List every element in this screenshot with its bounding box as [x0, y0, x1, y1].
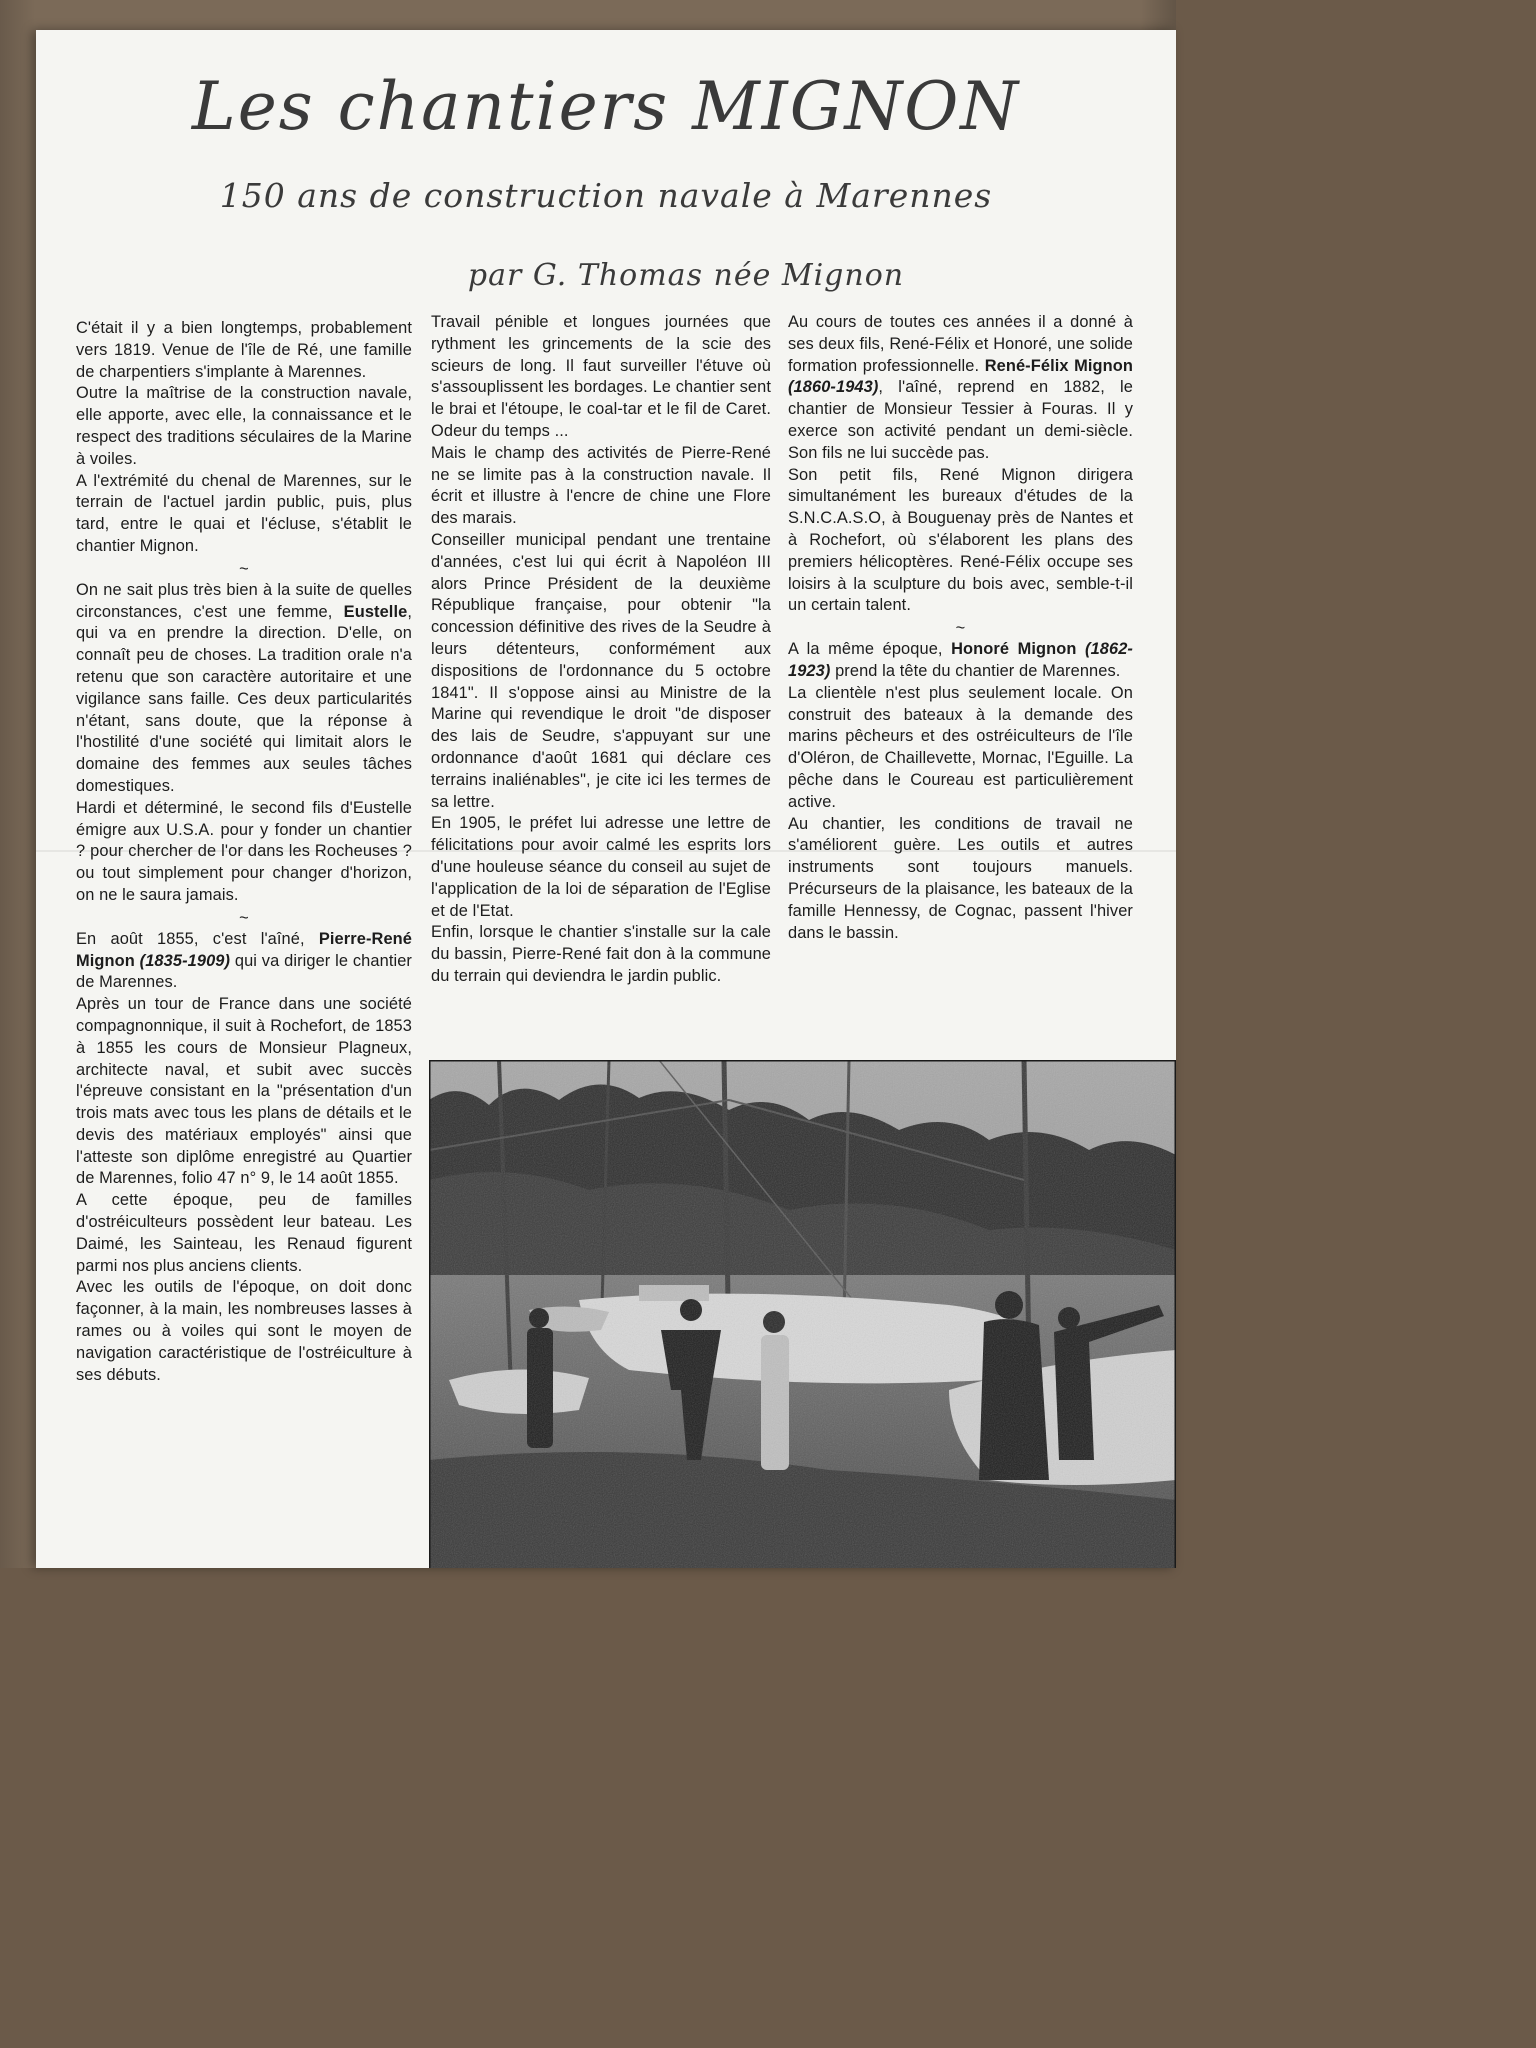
- paragraph: Avec les outils de l'époque, on doit donc façonner, à la main, les nombreuses lasses à rames ou à voiles qui sont le moyen de navigation caractéristique de l'ostréiculture à ses débuts.: [76, 1278, 412, 1384]
- name-rene-felix: René-Félix Mignon: [984, 356, 1133, 375]
- photo-grain-overlay: [429, 1060, 1176, 1568]
- article-title: Les chantiers MIGNON: [191, 68, 1021, 145]
- text-span: Au cours de toutes ces années il a donné à ses deux fils, René-Félix et Honoré, une solide formation professionnelle.: [788, 313, 1133, 375]
- article-subtitle: 150 ans de construction navale à Marennes: [219, 176, 993, 215]
- paragraph: Enfin, lorsque le chantier s'installe sur la cale du bassin, Pierre-René fait don à la commune du terrain qui deviendra le jardin public.: [431, 923, 771, 985]
- paragraph: La clientèle n'est plus seulement locale. On construit des bateaux à la demande des marins pêcheurs et des ostréiculteurs de l'île d'Oléron, de Chaillevette, Mornac, l'Eguille. La pêche dans le Coureau est particulièrement active.: [788, 683, 1133, 811]
- section-separator: ~: [239, 559, 249, 578]
- text-span: A la même époque,: [788, 640, 952, 659]
- name-honore: Honoré Mignon: [951, 640, 1077, 659]
- paragraph: Hardi et déterminé, le second fils d'Eustelle émigre aux U.S.A. pour y fonder un chantier ? pour chercher de l'or dans les Rocheuses ? ou tout simplement pour changer d'horizon, on ne le saura jamais.: [76, 798, 412, 904]
- section-separator: ~: [955, 619, 966, 638]
- paragraph: Conseiller municipal pendant une trentaine d'années, c'est lui qui écrit à Napoléon III alors Prince Président de la deuxième République française, pour obtenir "la concession définitive des rives de la Seudre à leurs détenteurs, conformément aux dispositions de l'ordonnance du 5 octobre 1841". Il s'oppose ainsi au Ministre de la Marine qui revendique le droit "de disposer des lais de Seudre, s'appuyant sur une ordonnance d'août 1681 qui déclare ces terrains inaliénables", je cite ici les termes de sa lettre.: [431, 530, 771, 811]
- paragraph: Après un tour de France dans une société compagnonnique, il suit à Rochefort, de 1853 à 1855 les cours de Monsieur Plagneux, architecte naval, et subit avec succès l'épreuve consistant en la "présentation d'un trois mats avec tous les plans de détails et le devis des matériaux employés" ainsi que l'atteste son diplôme enregistré au Quartier de Marennes, folio 47 n° 9, le 14 août 1855.: [76, 995, 412, 1188]
- paragraph: Travail pénible et longues journées que rythment les grincements de la scie des scieurs de long. Il faut surveiller l'étuve où s'assouplissent les bordages. Le chantier sent le brai et l'étoupe, le coal-tar et le fil de Caret. Odeur du temps ...: [431, 313, 771, 440]
- paragraph: A cette époque, peu de familles d'ostréiculteurs possèdent leur bateau. Les Daimé, les Sainteau, les Renaud figurent parmi nos plus anciens clients.: [76, 1191, 412, 1275]
- text-column-1: [76, 318, 412, 1386]
- paragraph: Mais le champ des activités de Pierre-René ne se limite pas à la construction navale. Il écrit et illustre à l'encre de chine une Flore des marais.: [431, 443, 771, 528]
- dates-pierre-rene: (1835-1909): [139, 951, 231, 970]
- dates-rene-felix: (1860-1943): [788, 378, 879, 397]
- text-span: prend la tête du chantier de Marennes.: [830, 661, 1121, 680]
- paragraph: [76, 580, 412, 798]
- paragraph: Outre la maîtrise de la construction navale, elle apporte, avec elle, la connaissance et le respect des traditions séculaires de la Marine à voiles.: [76, 384, 412, 468]
- paragraph: [76, 929, 412, 994]
- newspaper-sheet: [36, 30, 1176, 1568]
- paragraph: A l'extrémité du chenal de Marennes, sur le terrain de l'actuel jardin public, puis, plus tard, entre le quai et l'écluse, s'établit le chantier Mignon.: [76, 471, 412, 555]
- text-span: En août 1855, c'est l'aîné,: [76, 929, 319, 948]
- paragraph: En 1905, le préfet lui adresse une lettre de félicitations pour avoir calmé les esprits lors d'une houleuse séance du conseil au sujet de l'application de la loi de séparation de l'Eglise et de l'Etat.: [431, 814, 771, 920]
- dates-honore: (1862-1923): [788, 640, 1133, 680]
- paragraph: Au chantier, les conditions de travail ne s'améliorent guère. Les outils et autres instruments sont toujours manuels. Précurseurs de la plaisance, les bateaux de la famille Hennessy, de Cognac, passent l'hiver dans le bassin.: [788, 814, 1133, 942]
- paragraph: [788, 639, 1133, 683]
- paragraph: Son petit fils, René Mignon dirigera simultanément les bureaux d'études de la S.N.C.A.S.O, à Bouguenay près de Nantes et à Rochefort, où s'élaborent les plans des premiers hélicoptères. René-Félix occupe ses loisirs à la sculpture du bois avec, semble-t-il un certain talent.: [788, 465, 1133, 615]
- section-separator: ~: [239, 908, 249, 927]
- text-span: qui va diriger le chantier de Marennes.: [76, 951, 412, 992]
- shipyard-photograph: [429, 1060, 1176, 1568]
- text-column-3: [788, 312, 1133, 944]
- paragraph: C'était il y a bien longtemps, probablement vers 1819. Venue de l'île de Ré, une famille de charpentiers s'implante à Marennes.: [76, 319, 412, 381]
- text-column-2: [431, 312, 771, 988]
- text-span: On ne sait plus très bien à la suite de quelles circonstances, c'est une femme,: [76, 580, 412, 621]
- shipyard-photo-illustration: [429, 1060, 1176, 1568]
- name-eustelle: Eustelle: [343, 602, 408, 621]
- text-span: , l'aîné, reprend en 1882, le chantier de Monsieur Tessier à Fouras. Il y exerce son activité pendant un demi-siècle. Son fils ne lui succède pas.: [788, 378, 1133, 462]
- name-pierre-rene: Pierre-René Mignon: [76, 929, 412, 970]
- article-byline: par G. Thomas née Mignon: [467, 258, 905, 293]
- paragraph: [788, 312, 1133, 465]
- text-span: , qui va en prendre la direction. D'elle, on connaît peu de choses. La tradition orale n'a retenu que son caractère autoritaire et une vigilance sans faille. Ces deux particularités n'étant, sans doute, que la réponse à l'hostilité d'une société qui limitait alors le domaine des femmes aux seules tâches domestiques.: [76, 602, 412, 795]
